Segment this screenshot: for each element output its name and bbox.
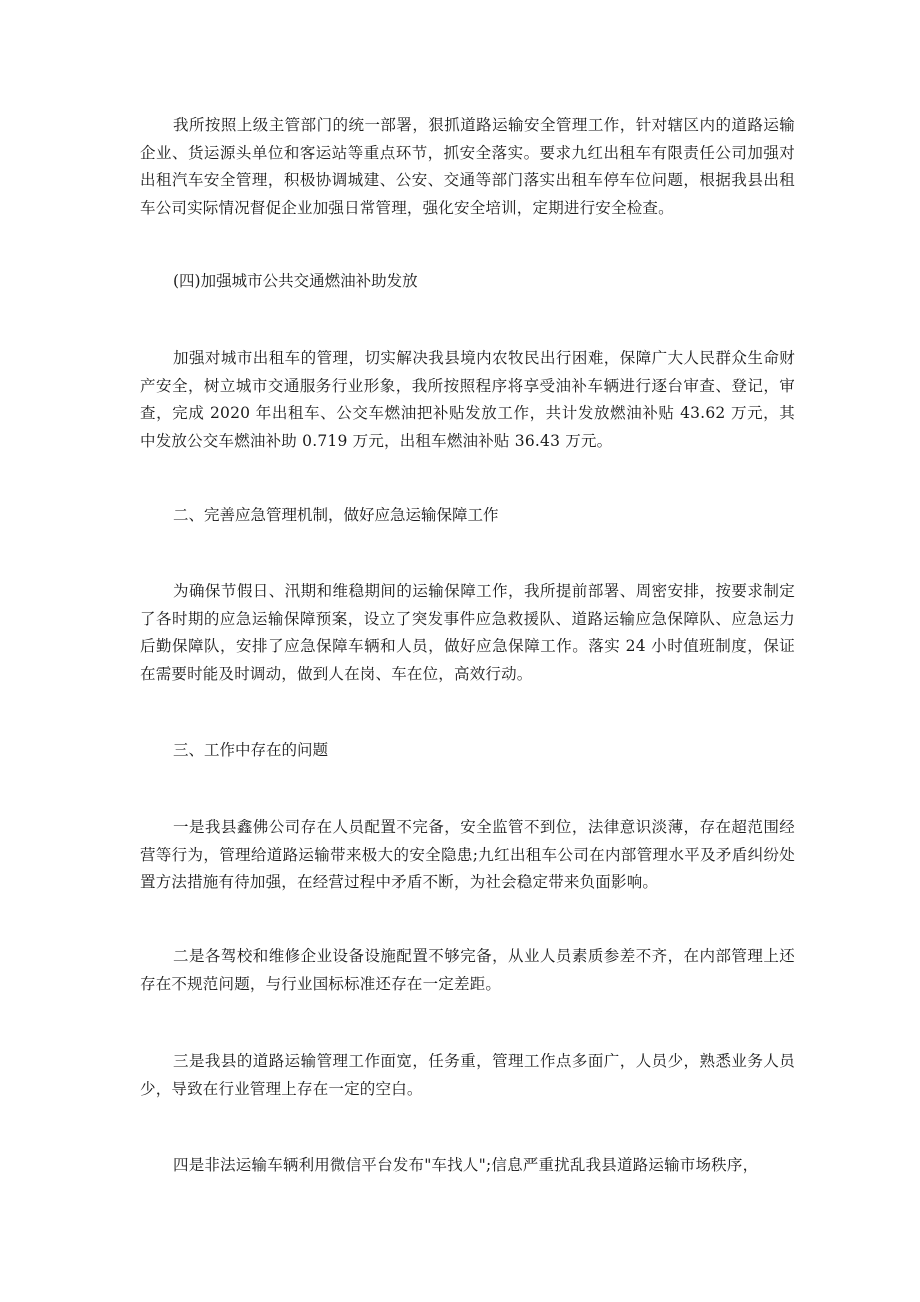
section-heading-fuel-subsidy: (四)加强城市公共交通燃油补助发放 [173, 272, 418, 290]
paragraph-problem-one: 一是我县鑫佛公司存在人员配置不完备，安全监管不到位，法律意识淡薄，存在超范围经营等行为，管理给道路运输带来极大的安全隐患;九红出租车公司在内部管理水平及矛盾纠纷处置方法措施有待加强，在经营过程中矛盾不断，为社会稳定带来负面影响。 [140, 818, 795, 891]
paragraph-problem-three: 三是我县的道路运输管理工作面宽，任务重，管理工作点多面广，人员少，熟悉业务人员少，导致在行业管理上存在一定的空白。 [140, 1052, 795, 1098]
paragraph-emergency: 为确保节假日、汛期和维稳期间的运输保障工作，我所提前部署、周密安排，按要求制定了各时期的应急运输保障预案，设立了突发事件应急救援队、道路运输应急保障队、应急运力后勤保障队，安排了应急保障车辆和人员，做好应急保障工作。落实 24 小时值班制度，保证在需要时能及时调动，做到人在岗、车在位，高效行动。 [140, 582, 795, 683]
paragraph-problem-four: 四是非法运输车辆利用微信平台发布"车找人";信息严重扰乱我县道路运输市场秩序， [173, 1156, 759, 1174]
section-heading-problems: 三、工作中存在的问题 [173, 741, 329, 759]
paragraph-safety-management: 我所按照上级主管部门的统一部署，狠抓道路运输安全管理工作，针对辖区内的道路运输企业、货运源头单位和客运站等重点环节，抓安全落实。要求九红出租车有限责任公司加强对出租汽车安全管理，积极协调城建、公安、交通等部门落实出租车停车位问题，根据我县出租车公司实际情况督促企业加强日常管理，强化安全培训，定期进行安全检查。 [140, 116, 795, 217]
paragraph-problem-two: 二是各驾校和维修企业设备设施配置不够完备，从业人员素质参差不齐，在内部管理上还存在不规范问题，与行业国标标准还存在一定差距。 [140, 947, 795, 993]
section-heading-emergency: 二、完善应急管理机制，做好应急运输保障工作 [173, 506, 499, 524]
paragraph-fuel-subsidy: 加强对城市出租车的管理，切实解决我县境内农牧民出行困难，保障广大人民群众生命财产安全，树立城市交通服务行业形象，我所按照程序将享受油补车辆进行逐台审查、登记，审查，完成 2020 年出租车、公交车燃油把补贴发放工作，共计发放燃油补贴 43.62 万元，其中发放公交车燃油补助 0.719 万元，出租车燃油补贴 36.43 万元。 [140, 349, 795, 450]
